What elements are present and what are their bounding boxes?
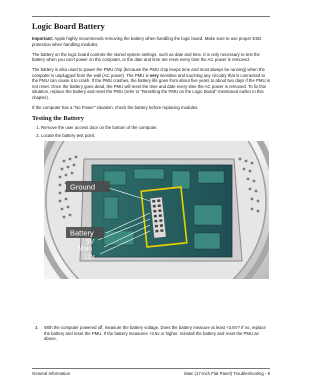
paragraph-battery-purpose: The battery on the logic board controls the stored system settings, such as date and time. It is only necessary to test the battery when you can't power on the computer, or the date and time are reset every time the AC power is removed. [32, 51, 260, 63]
main-label: Main [78, 245, 93, 253]
step-2: 2. Locate the battery test point. [41, 133, 270, 139]
battery-test-point-photo [44, 141, 269, 279]
page-content [32, 22, 270, 279]
important-label: Important: [32, 36, 54, 42]
battery-label: Battery [70, 228, 94, 238]
section-title: Logic Board Battery [32, 22, 105, 31]
twelve-v-label: 12v [84, 253, 95, 261]
footer-page-ref: iMac (17-inch Flat Panel) Troubleshooting - 9 [184, 371, 270, 376]
paragraph-no-power: If the computer has a "No Power" situation, check the battery before replacing modules. [32, 104, 199, 110]
pmu-emphasis: very [149, 72, 159, 78]
important-paragraph [32, 36, 270, 47]
pmu-text-a: The battery is also used to power the PMU chip (because the PMU chip keeps time and must always be running) when the computer is unplugged from the wall (AC power). The PMU is [32, 67, 265, 78]
subsection-title: Testing the Battery [32, 115, 84, 123]
pmu-text-b: sensitive and touching any circuitry that is connected to the PMU can cause it to crash. If the PMU crashes, the battery life goes from about five years to about two days if the PMU is not reset. Once the battery goes dead, the PMU will reset the time and date every time the AC power is removed. To fix this situation, replace the battery and reset the PMU (refer to "Resetting the PMU on the Logic Board" mentioned earlier in this chapter). [32, 72, 270, 100]
important-text: Apple highly recommends removing the battery when handling the logic board. Make sure to use proper ESD protection when handling modules. [32, 36, 262, 47]
ground-label: Ground [70, 182, 96, 192]
step-3-number: 3. [35, 325, 39, 330]
steps-list [32, 125, 270, 139]
footer-chapter: General Information [32, 371, 70, 376]
five-v-label: 5V [86, 238, 94, 246]
bottom-rule [32, 368, 270, 369]
step-3-text: With the computer powered off, measure the battery voltage. Does the battery measure at least +3.5V? If no, replace the battery and reset the PMU. If the battery measures +3.5v or higher, reinstall the battery and reset the PMU as above. [44, 325, 266, 341]
paragraph-pmu [32, 67, 270, 100]
step-1: 1. Remove the user access door on the bottom of the computer. [41, 125, 270, 131]
top-rule [32, 16, 270, 17]
